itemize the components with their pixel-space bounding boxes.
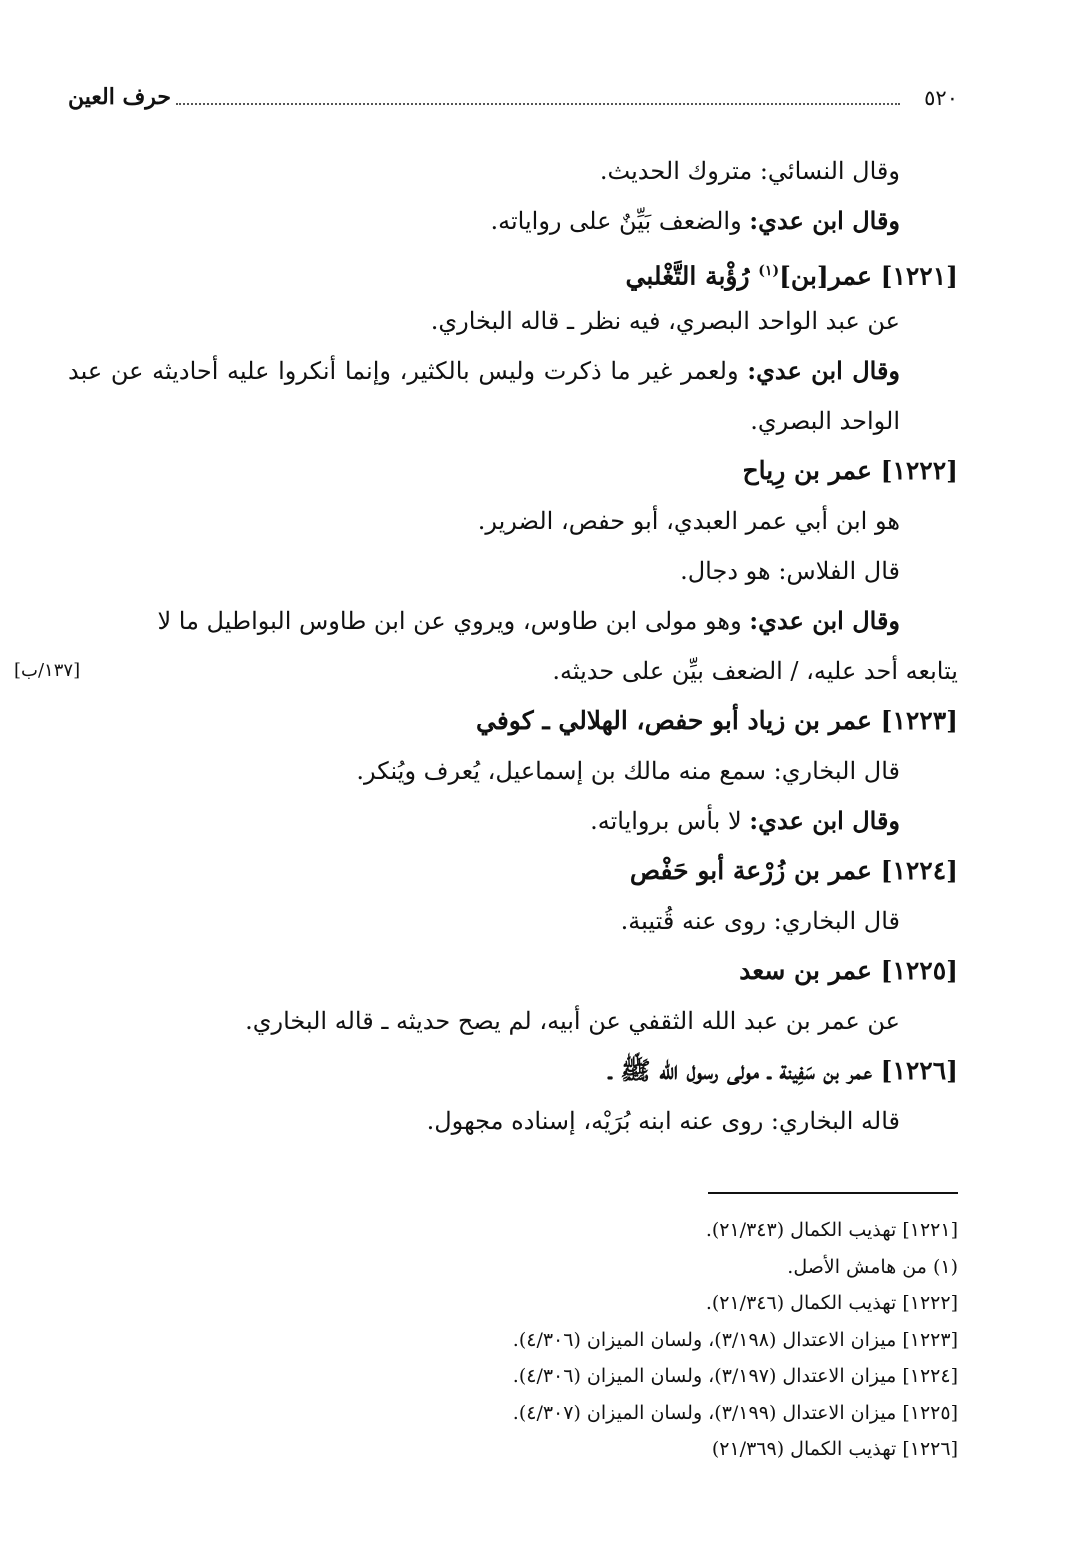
entry-name: عمر بن زياد أبو حفص، الهلالي ـ كوفي [476,706,881,735]
text-line [68,196,958,246]
speaker-lead: وقال ابن عدي: [749,606,900,635]
entry-heading-1225 [68,946,958,996]
speaker-lead: وقال ابن عدي: [749,206,900,235]
margin-folio-note: [١٣٧/ب] [14,660,81,681]
entry-number: [١٢٢٢] [880,456,958,485]
entry-name: عمر بن زُرْعة أبو حَفْص [629,856,881,885]
text-paragraph [68,346,958,446]
entry-number: [١٢٢٥] [880,956,958,985]
text-line: وقال النسائي: متروك الحديث. [599,157,900,185]
entry-number: [١٢٢٤] [880,856,958,885]
entry-name: عمر بن سعد [739,956,881,985]
header-dotted-rule [176,103,900,105]
line-text: ولعمر غير ما ذكرت وليس بالكثير، وإنما أنكروا عليه أحاديثه عن عبد الواحد البصري. [68,357,900,435]
line-text: والضعف بَيِّنٌ على رواياته. [490,207,750,235]
entry-number: [١٢٢٦] [880,1056,958,1085]
footnote-separator [708,1192,958,1194]
running-header [68,84,958,124]
text-line [68,596,958,646]
footnote: [١٢٢٦] تهذيب الكمال (٢١/٣٦٩) [711,1438,958,1460]
entry-name: عمر بن سَفِينة ـ مولى رسول الله ﷺ ـ [608,1056,881,1085]
entry-heading-1222 [68,446,958,496]
entry-name: رُؤْبة التَّغْلبي [625,261,759,291]
section-title: حرف العين [68,84,172,110]
footnote: [١٢٢٢] تهذيب الكمال (٢١/٣٤٦). [705,1292,958,1314]
text-line: قاله البخاري: روى عنه ابنه بُرَيْه، إسناده مجهول. [426,1107,900,1135]
speaker-lead: وقال ابن عدي: [749,806,900,835]
line-text: يتابعه أحد عليه، / الضعف بيِّن على حديثه. [552,657,958,685]
footnote: [١٢٢٣] ميزان الاعتدال (٣/١٩٨)، ولسان الميزان (٤/٣٠٦). [512,1328,958,1351]
text-line: قال البخاري: سمع منه مالك بن إسماعيل، يُعرف ويُنكر. [356,757,900,785]
main-text [14,146,958,1146]
footnote: [١٢٢٥] ميزان الاعتدال (٣/١٩٩)، ولسان الميزان (٤/٣٠٧). [512,1401,958,1424]
text-line: عن عبد الواحد البصري، فيه نظر ـ قاله البخاري. [430,307,900,335]
footnote: [١٢٢٤] ميزان الاعتدال (٣/١٩٧)، ولسان الميزان (٤/٣٠٦). [512,1365,958,1387]
text-line: هو ابن أبي عمر العبدي، أبو حفص، الضرير. [477,507,900,535]
page-number: ٥٢٠ [924,86,958,110]
footnote: (١) من هامش الأصل. [787,1255,958,1278]
entry-heading-1226 [68,1046,958,1096]
text-line [14,646,958,696]
entry-heading-1224 [68,846,958,896]
line-text: لا بأس برواياته. [590,807,750,835]
footnotes [68,1212,958,1468]
footnote: [١٢٢١] تهذيب الكمال (٢١/٣٤٣). [705,1219,958,1241]
text-line [68,796,958,846]
footnote-ref: (١) [758,263,780,279]
entry-name: عمر[بن] [779,261,881,291]
entry-heading-1221 [68,246,958,296]
entry-number: [١٢٢٣] [880,706,958,735]
entry-heading-1223 [68,696,958,746]
text-line: قال البخاري: روى عنه قُتيبة. [620,907,900,935]
entry-name: عمر بن رِياح [742,456,881,485]
line-text: وهو مولى ابن طاوس، ويروي عن ابن طاوس البواطيل ما لا [157,607,750,635]
text-line: عن عمر بن عبد الله الثقفي عن أبيه، لم يصح حديثه ـ قاله البخاري. [245,1007,900,1035]
text-line: قال الفلاس: هو دجال. [680,557,900,585]
speaker-lead: وقال ابن عدي: [747,356,901,385]
entry-number: [١٢٢١] [880,261,958,291]
